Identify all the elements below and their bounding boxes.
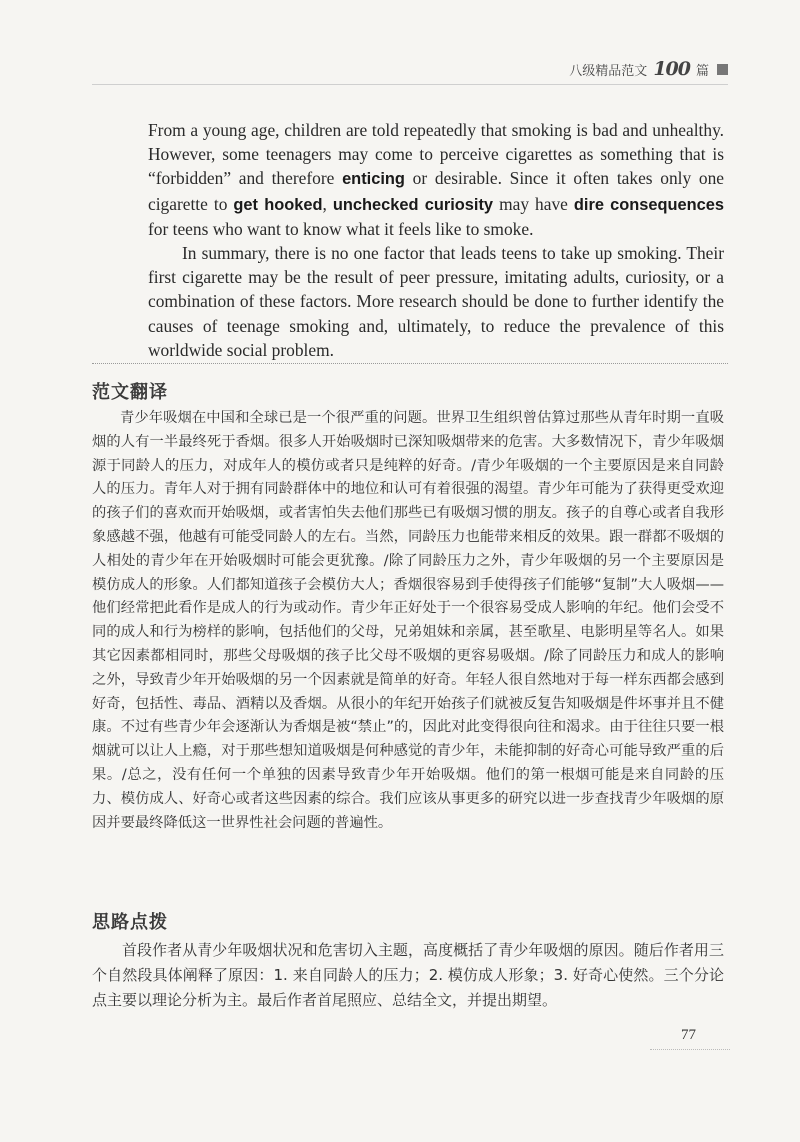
header-rule [92,84,728,85]
count-number: 100 [653,58,690,80]
text-run: , [322,193,333,214]
tips-text: 首段作者从青少年吸烟状况和危害切入主题，高度概括了青少年吸烟的原因。随后作者用三个自然段具体阐释了原因：1. 来自同龄人的压力；2. 模仿成人形象；3. 好奇心使然。三个分论点主要以理论分析为主。最后作者首尾照应、总结全文，并提出期望。 [92,941,724,1009]
section-divider [92,363,728,364]
text-run: or desirable. Since it often takes only one cigarette to [148,168,725,214]
key-phrase: get hooked [233,195,323,214]
running-header [569,58,728,80]
count-unit: 篇 [695,63,709,79]
translation-body [92,407,724,835]
translation-text: 青少年吸烟在中国和全球已是一个很严重的问题。世界卫生组织曾估算过那些从青年时期一直吸烟的人有一半最终死于香烟。很多人开始吸烟时已深知吸烟带来的危害。大多数情况下，青少年吸烟源于同龄人的压力，对成年人的模仿或者只是纯粹的好奇。/青少年吸烟的一个主要原因是来自同龄人的压力。青年人对于拥有同龄群体中的地位和认可有着很强的渴望。青少年可能为了获得更受欢迎的孩子们的喜欢而开始吸烟，或者害怕失去他们那些已有吸烟习惯的朋友。孩子的自尊心或者自我形象感越不强，他越有可能受同龄人的左右。当然，同龄压力也能带来相反的效果。跟一群都不吸烟的人相处的青少年在开始吸烟时可能会更犹豫。/除了同龄压力之外，青少年吸烟的另一个主要原因是模仿成人的形象。人们都知道孩子会模仿大人；香烟很容易到手使得孩子们能够“复制”大人吸烟——他们经常把此看作是成人的行为或动作。青少年正好处于一个很容易受成人影响的年纪。他们会受不同的成人和行为榜样的影响，包括他们的父母，兄弟姐妹和亲属，甚至歌星、电影明星等名人。如果其它因素都相同时，那些父母吸烟的孩子比父母不吸烟的更容易吸烟。/除了同龄压力和成人的影响之外，导致青少年开始吸烟的另一个因素就是简单的好奇。年轻人很自然地对于每一样东西都会感到好奇，包括性、毒品、酒精以及香烟。从很小的年纪开始孩子们就被反复告知吸烟是件坏事并且不健康。不过有些青少年会逐渐认为香烟是被“禁止”的，因此对此变得很向往和渴求。由于往往只要一根烟就可以让人上瘾，对于那些想知道吸烟是何种感觉的青少年，未能抑制的好奇心可能导致严重的后果。/总之，没有任何一个单独的因素导致青少年开始吸烟。他们的第一根烟可能是来自同龄的压力、模仿成人、好奇心或者这些因素的综合。我们应该从事更多的研究以进一步查找青少年吸烟的原因并要最终降低这一世界性社会问题的普遍性。 [92,410,724,831]
translation-heading: 范文翻译 [92,382,168,403]
book-title: 八级精品范文 [569,63,648,79]
tips-body [92,938,724,1012]
text-run: for teens who want to know what it feels like to smoke. [148,218,534,239]
english-paragraph-1 [148,118,724,241]
key-phrase: dire consequences [573,195,725,214]
text-run: From a young age, children are told repeatedly that smoking is bad and unhealthy. However, some teenagers may come to perceive cigarettes as something that is “forbidden” and therefore [148,120,724,189]
english-paragraph-2: In summary, there is no one factor that leads teens to take up smoking. Their first cigarette may be the result of peer pressure, imitating adults, curiosity, or a combination of these factors. More research should be done to further identify the causes of teenage smoking and, ultimately, to reduce the prevalence of this worldwide social problem. [148,243,724,360]
header-square-icon [717,64,728,75]
tips-heading: 思路点拨 [92,912,168,933]
text-run: may have [493,193,574,214]
page-number: 77 [681,1027,696,1043]
key-phrase: enticing [342,170,405,189]
key-phrase: unchecked curiosity [332,195,494,214]
footer-rule [650,1049,730,1050]
english-essay [148,118,724,362]
